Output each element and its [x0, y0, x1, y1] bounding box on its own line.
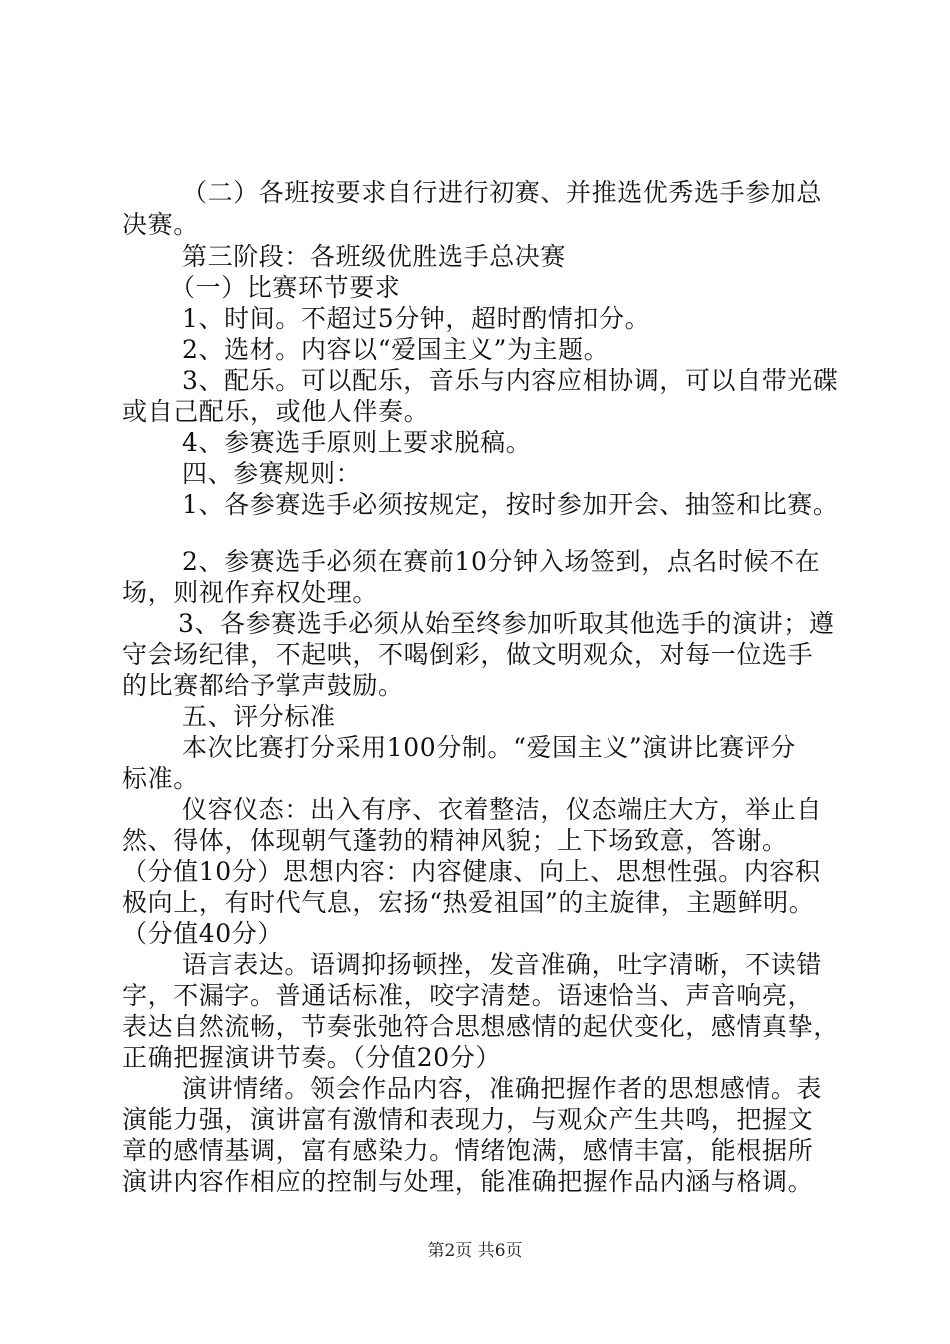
text-line: 的比赛都给予掌声鼓励。 [122, 671, 404, 700]
section-heading: 四、参赛规则： [182, 459, 362, 488]
text-line: 字，不漏字。普通话标准，咬字清楚。语速恰当、声音响亮， [122, 981, 814, 1010]
section-heading: 第三阶段：各班级优胜选手总决赛 [182, 242, 567, 271]
text-line: 仪容仪态：出入有序、衣着整洁，仪态端庄大方，举止自 [182, 795, 823, 824]
text-line: 演能力强，演讲富有激情和表现力，与观众产生共鸣，把握文 [122, 1105, 814, 1134]
text-line: 或自己配乐，或他人伴奏。 [122, 397, 430, 426]
text-line: 极向上，有时代气息，宏扬“热爱祖国”的主旋律，主题鲜明。 [122, 888, 815, 917]
text-line: （分值40分） [122, 919, 284, 948]
text-line: 3、各参赛选手必须从始至终参加听取其他选手的演讲；遵 [178, 609, 835, 638]
text-line: 2、参赛选手必须在赛前10分钟入场签到，点名时候不在 [182, 547, 821, 576]
text-line: 决赛。 [122, 210, 199, 239]
text-line: 表达自然流畅，节奏张弛符合思想感情的起伏变化，感情真挚， [122, 1012, 839, 1041]
text-line: 演讲情绪。领会作品内容，准确把握作者的思想感情。表 [182, 1074, 823, 1103]
text-line: 1、时间。不超过5分钟，超时酌情扣分。 [182, 304, 651, 333]
text-line: 章的感情基调，富有感染力。情绪饱满，感情丰富，能根据所 [122, 1136, 814, 1165]
page-footer: 第2页 共6页 [427, 1241, 523, 1261]
text-line: 语言表达。语调抑扬顿挫，发音准确，吐字清晰，不读错 [182, 950, 823, 979]
text-line: 1、各参赛选手必须按规定，按时参加开会、抽签和比赛。 [182, 490, 839, 519]
text-line: 3、配乐。可以配乐，音乐与内容应相协调，可以自带光碟 [182, 366, 839, 395]
text-line: 2、选材。内容以“爱国主义”为主题。 [182, 335, 610, 364]
text-line: 本次比赛打分采用100分制。“爱国主义”演讲比赛评分 [182, 733, 796, 762]
section-heading: 五、评分标准 [182, 702, 336, 731]
text-line: 4、参赛选手原则上要求脱稿。 [182, 428, 532, 457]
text-line: （分值10分）思想内容：内容健康、向上、思想性强。内容积 [122, 857, 821, 886]
text-line: 场，则视作弃权处理。 [122, 578, 379, 607]
text-line: 演讲内容作相应的控制与处理，能准确把握作品内涵与格调。 [122, 1167, 814, 1196]
text-line: 守会场纪律，不起哄，不喝倒彩，做文明观众，对每一位选手 [122, 640, 814, 669]
text-line: 然、得体，体现朝气蓬勃的精神风貌；上下场致意，答谢。 [122, 826, 788, 855]
subsection-heading: （一）比赛环节要求 [170, 273, 401, 302]
text-line: 标准。 [122, 764, 199, 793]
text-line: （二）各班按要求自行进行初赛、并推选优秀选手参加总 [182, 178, 823, 207]
text-line: 正确把握演讲节奏。（分值20分） [122, 1043, 501, 1072]
